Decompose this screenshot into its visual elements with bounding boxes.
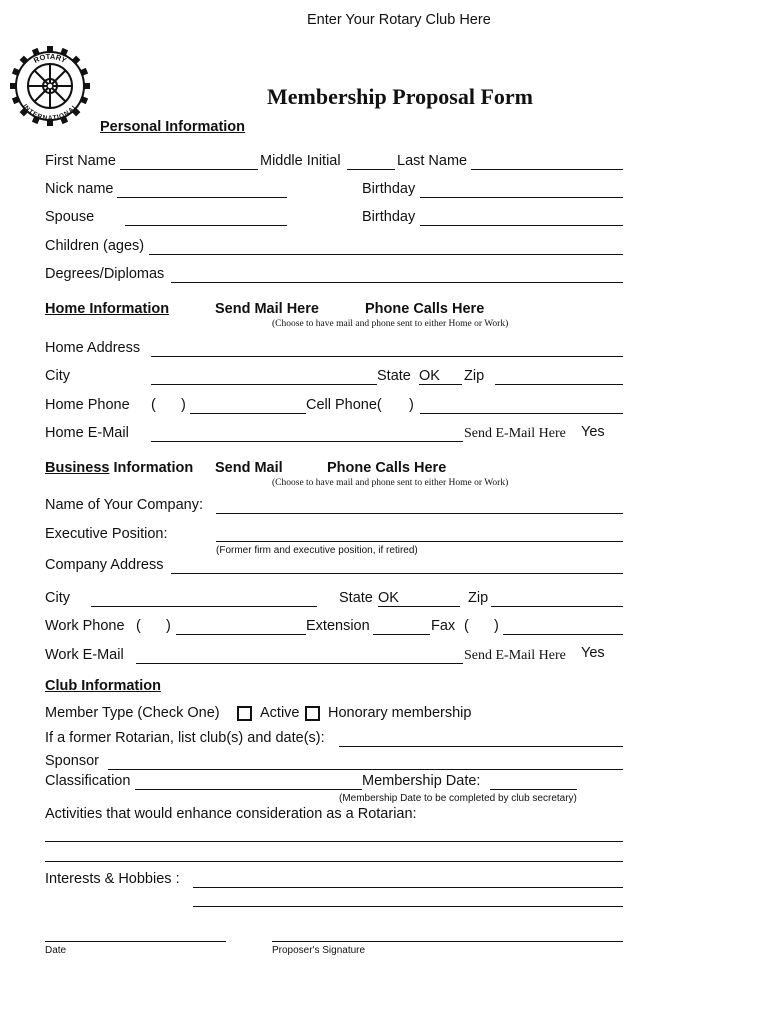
date-label: Date <box>45 945 67 956</box>
company-name-label: Name of Your Company: <box>45 497 203 513</box>
home-phone-paren-open: ( <box>151 397 156 413</box>
degrees-field[interactable] <box>171 282 623 283</box>
executive-position-field[interactable] <box>216 541 623 542</box>
home-address-field[interactable] <box>151 356 623 357</box>
home-city-label: City <box>45 368 70 384</box>
former-rotarian-label: If a former Rotarian, list club(s) and date(s): <box>45 730 325 746</box>
first-name-field[interactable] <box>120 169 258 170</box>
work-phone-label: Work Phone <box>45 618 125 634</box>
first-name-label: First Name <box>45 153 116 169</box>
business-heading-underlined: Business <box>45 460 110 476</box>
interests-field-1[interactable] <box>193 887 623 888</box>
birthday-field[interactable] <box>420 197 623 198</box>
work-phone-field[interactable] <box>176 634 306 635</box>
date-line[interactable] <box>45 941 226 942</box>
home-email-label: Home E-Mail <box>45 425 129 441</box>
company-address-label: Company Address <box>45 557 164 573</box>
signature-label: Proposer's Signature <box>272 945 366 956</box>
home-send-email-value[interactable]: Yes <box>581 424 605 440</box>
personal-info-heading: Personal Information <box>100 119 246 135</box>
work-state-label: State <box>339 590 373 606</box>
club-info-heading: Club Information <box>45 678 161 694</box>
spouse-field[interactable] <box>125 225 287 226</box>
executive-position-label: Executive Position: <box>45 526 168 542</box>
work-city-label: City <box>45 590 70 606</box>
home-phone-calls-option[interactable]: Phone Calls Here <box>365 301 485 317</box>
activities-label: Activities that would enhance consideration as a Rotarian: <box>45 806 417 822</box>
work-phone-paren-close: ) <box>166 618 171 634</box>
sponsor-label: Sponsor <box>45 753 100 769</box>
rotary-logo <box>10 44 90 128</box>
fax-field[interactable] <box>503 634 623 635</box>
work-state-value[interactable] <box>378 590 460 607</box>
former-firm-note: (Former firm and executive position, if retired) <box>216 545 418 556</box>
children-label: Children (ages) <box>45 238 145 254</box>
work-zip-label: Zip <box>468 590 489 606</box>
work-send-email-value[interactable]: Yes <box>581 645 605 661</box>
home-zip-field[interactable] <box>495 384 623 385</box>
classification-label: Classification <box>45 773 131 789</box>
company-address-field[interactable] <box>171 573 623 574</box>
classification-field[interactable] <box>135 789 362 790</box>
fax-paren-open: ( <box>464 618 469 634</box>
interests-field-2[interactable] <box>193 906 623 907</box>
home-choose-note: (Choose to have mail and phone sent to either Home or Work) <box>272 319 509 329</box>
spouse-birthday-label: Birthday <box>362 209 416 225</box>
last-name-label: Last Name <box>397 153 468 169</box>
business-choose-note: (Choose to have mail and phone sent to either Home or Work) <box>272 478 509 488</box>
home-send-email-label: Send E-Mail Here <box>464 426 566 441</box>
work-email-label: Work E-Mail <box>45 647 124 663</box>
honorary-label: Honorary membership <box>328 705 472 721</box>
activities-field-1[interactable] <box>45 841 623 842</box>
former-rotarian-field[interactable] <box>339 746 623 747</box>
home-email-field[interactable] <box>151 441 463 442</box>
membership-date-field[interactable] <box>490 789 577 790</box>
membership-date-label: Membership Date: <box>362 773 481 789</box>
business-send-mail-option[interactable]: Send Mail <box>215 460 283 476</box>
nick-name-label: Nick name <box>45 181 114 197</box>
work-phone-paren-open: ( <box>136 618 141 634</box>
home-city-field[interactable] <box>151 384 377 385</box>
home-phone-field[interactable] <box>190 413 306 414</box>
sponsor-field[interactable] <box>108 769 623 770</box>
interests-label: Interests & Hobbies : <box>45 871 180 887</box>
form-title: Membership Proposal Form <box>267 84 534 109</box>
extension-field[interactable] <box>373 634 430 635</box>
membership-date-note: (Membership Date to be completed by club secretary) <box>339 793 577 804</box>
active-label: Active <box>260 705 300 721</box>
cell-phone-paren-close: ) <box>409 397 414 413</box>
birthday-label: Birthday <box>362 181 416 197</box>
honorary-checkbox[interactable] <box>305 706 320 721</box>
member-type-label: Member Type (Check One) <box>45 705 220 721</box>
middle-initial-field[interactable] <box>347 169 395 170</box>
home-send-mail-option[interactable]: Send Mail Here <box>215 301 319 317</box>
spouse-birthday-field[interactable] <box>420 225 623 226</box>
work-zip-field[interactable] <box>491 606 623 607</box>
spouse-label: Spouse <box>45 209 95 225</box>
cell-phone-field[interactable] <box>420 413 623 414</box>
extension-label: Extension <box>306 618 370 634</box>
work-send-email-label: Send E-Mail Here <box>464 648 566 663</box>
business-heading-rest: Information <box>109 460 194 476</box>
work-email-field[interactable] <box>136 663 463 664</box>
active-checkbox[interactable] <box>237 706 252 721</box>
business-info-heading <box>45 460 193 476</box>
last-name-field[interactable] <box>471 169 623 170</box>
children-field[interactable] <box>149 254 623 255</box>
svg-text:ROTARY: ROTARY <box>32 51 68 65</box>
rotary-club-placeholder[interactable]: Enter Your Rotary Club Here <box>307 12 491 28</box>
home-info-heading: Home Information <box>45 301 170 317</box>
svg-text:INTERNATIONAL: INTERNATIONAL <box>21 103 79 122</box>
work-state-text: OK <box>378 590 399 606</box>
home-address-label: Home Address <box>45 340 141 356</box>
middle-initial-label: Middle Initial <box>260 153 341 169</box>
company-name-field[interactable] <box>216 513 623 514</box>
signature-line[interactable] <box>272 941 623 942</box>
nick-name-field[interactable] <box>117 197 287 198</box>
home-state-label: State <box>377 368 411 384</box>
business-phone-calls-option[interactable]: Phone Calls Here <box>327 460 447 476</box>
home-phone-paren-close: ) <box>181 397 186 413</box>
degrees-label: Degrees/Diplomas <box>45 266 165 282</box>
fax-paren-close: ) <box>494 618 499 634</box>
home-state-text: OK <box>419 368 440 384</box>
fax-label: Fax <box>431 618 456 634</box>
cell-phone-label: Cell Phone( <box>306 397 382 413</box>
home-state-value[interactable] <box>419 368 462 385</box>
home-zip-label: Zip <box>464 368 485 384</box>
home-phone-label: Home Phone <box>45 397 130 413</box>
activities-field-2[interactable] <box>45 861 623 862</box>
work-city-field[interactable] <box>91 606 317 607</box>
